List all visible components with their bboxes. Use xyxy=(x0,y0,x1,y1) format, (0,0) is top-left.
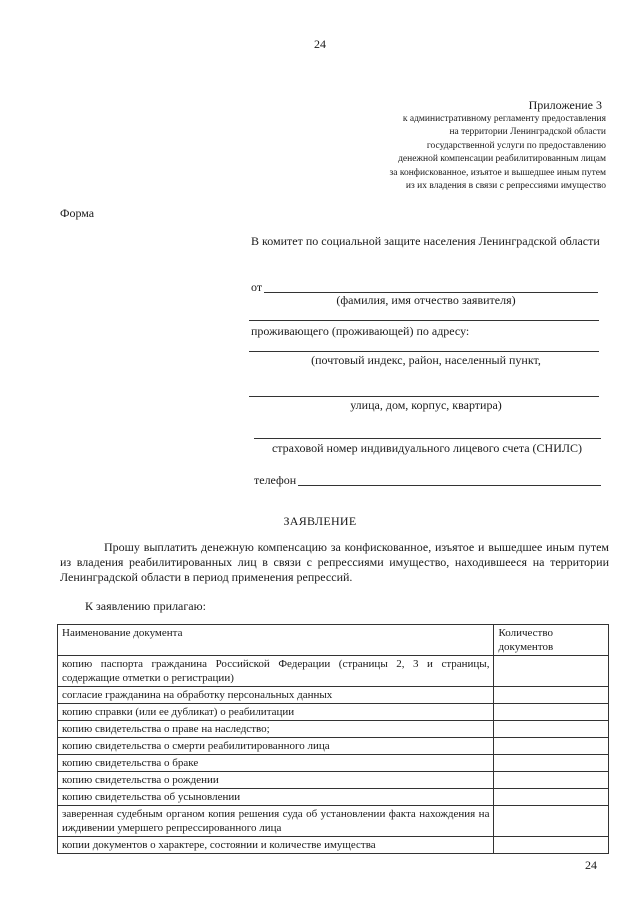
appendix-line: к административному регламенту предоставления xyxy=(402,114,606,124)
statement-title: ЗАЯВЛЕНИЕ xyxy=(283,514,357,528)
document-count[interactable] xyxy=(494,806,609,837)
table-row xyxy=(58,837,609,854)
residence-label: проживающего (проживающей) по адресу: xyxy=(251,324,470,338)
from-field-extra[interactable] xyxy=(249,320,599,321)
address-caption-2: улица, дом, корпус, квартира) xyxy=(350,398,502,412)
document-count[interactable] xyxy=(494,687,609,704)
snils-field[interactable] xyxy=(254,438,601,439)
documents-table xyxy=(57,624,609,854)
appendix-line: на территории Ленинградской области xyxy=(449,127,606,138)
from-caption: (фамилия, имя отчество заявителя) xyxy=(336,293,516,307)
appendix-line: из их владения в связи с репрессиями имущество xyxy=(405,181,606,192)
table-row xyxy=(58,738,609,755)
address-field-1[interactable] xyxy=(249,351,599,352)
table-header-row xyxy=(58,625,609,656)
snils-caption: страховой номер индивидуального лицевого счета (СНИЛС) xyxy=(271,441,583,455)
document-count[interactable] xyxy=(494,837,609,854)
table-row xyxy=(58,789,609,806)
document-name: копию паспорта гражданина Российской Федерации (страницы 2, 3 и страницы, содержащие отметки о регистрации) xyxy=(58,656,494,687)
document-count[interactable] xyxy=(494,772,609,789)
appendix-line: государственной услуги по предоставлению xyxy=(426,140,606,151)
document-name: копию свидетельства о рождении xyxy=(58,772,494,789)
appendix-title: Приложение 3 xyxy=(528,98,602,112)
phone-field[interactable] xyxy=(298,485,601,486)
header-document-name: Наименование документа xyxy=(58,625,494,656)
document-name: копии документов о характере, состоянии и количестве имущества xyxy=(58,837,494,854)
document-name: копию свидетельства об усыновлении xyxy=(58,789,494,806)
phone-label: телефон xyxy=(254,473,297,487)
document-count[interactable] xyxy=(494,721,609,738)
document-name: копию свидетельства о праве на наследство; xyxy=(58,721,494,738)
address-caption-1: (почтовый индекс, район, населенный пункт, xyxy=(311,353,541,367)
table-row xyxy=(58,772,609,789)
table-row xyxy=(58,656,609,687)
table-row xyxy=(58,704,609,721)
document-name: копию свидетельства о браке xyxy=(58,755,494,772)
from-label: от xyxy=(251,280,263,294)
appendix-line: денежной компенсации реабилитированным лицам xyxy=(398,154,606,165)
form-label: Форма xyxy=(60,206,95,220)
document-count[interactable] xyxy=(494,656,609,687)
appendix-line: за конфискованное, изъятое и вышедшее иным путем xyxy=(389,167,606,178)
header-document-count: Количество документов xyxy=(494,625,609,656)
document-name: копию справки (или ее дубликат) о реабилитации xyxy=(58,704,494,721)
document-name: согласие гражданина на обработку персональных данных xyxy=(58,687,494,704)
table-row xyxy=(58,806,609,837)
table-row xyxy=(58,755,609,772)
document-count[interactable] xyxy=(494,738,609,755)
document-count[interactable] xyxy=(494,704,609,721)
statement-text: Прошу выплатить денежную компенсацию за конфискованное, изъятое и вышедшее иным путем из владения реабилитированных лиц в связи с репрессиями имущество, находившееся на территории Ленинградской области в период применения репрессий. xyxy=(60,540,609,584)
document-count[interactable] xyxy=(494,789,609,806)
table-row xyxy=(58,687,609,704)
page-number-top: 24 xyxy=(314,37,326,51)
document-name: заверенная судебным органом копия решения суда об установлении факта нахождения на иждивении умершего репрессированного лица xyxy=(58,806,494,837)
statement-paragraph xyxy=(60,540,609,585)
appendix-subtitle xyxy=(389,113,606,193)
address-field-2[interactable] xyxy=(249,396,599,397)
addressee-to: В комитет по социальной защите населения Ленинградской области xyxy=(251,234,600,248)
attachment-intro: К заявлению прилагаю: xyxy=(85,599,206,613)
table-row xyxy=(58,721,609,738)
document-name: копию свидетельства о смерти реабилитированного лица xyxy=(58,738,494,755)
page-number-bottom: 24 xyxy=(585,858,597,872)
document-count[interactable] xyxy=(494,755,609,772)
